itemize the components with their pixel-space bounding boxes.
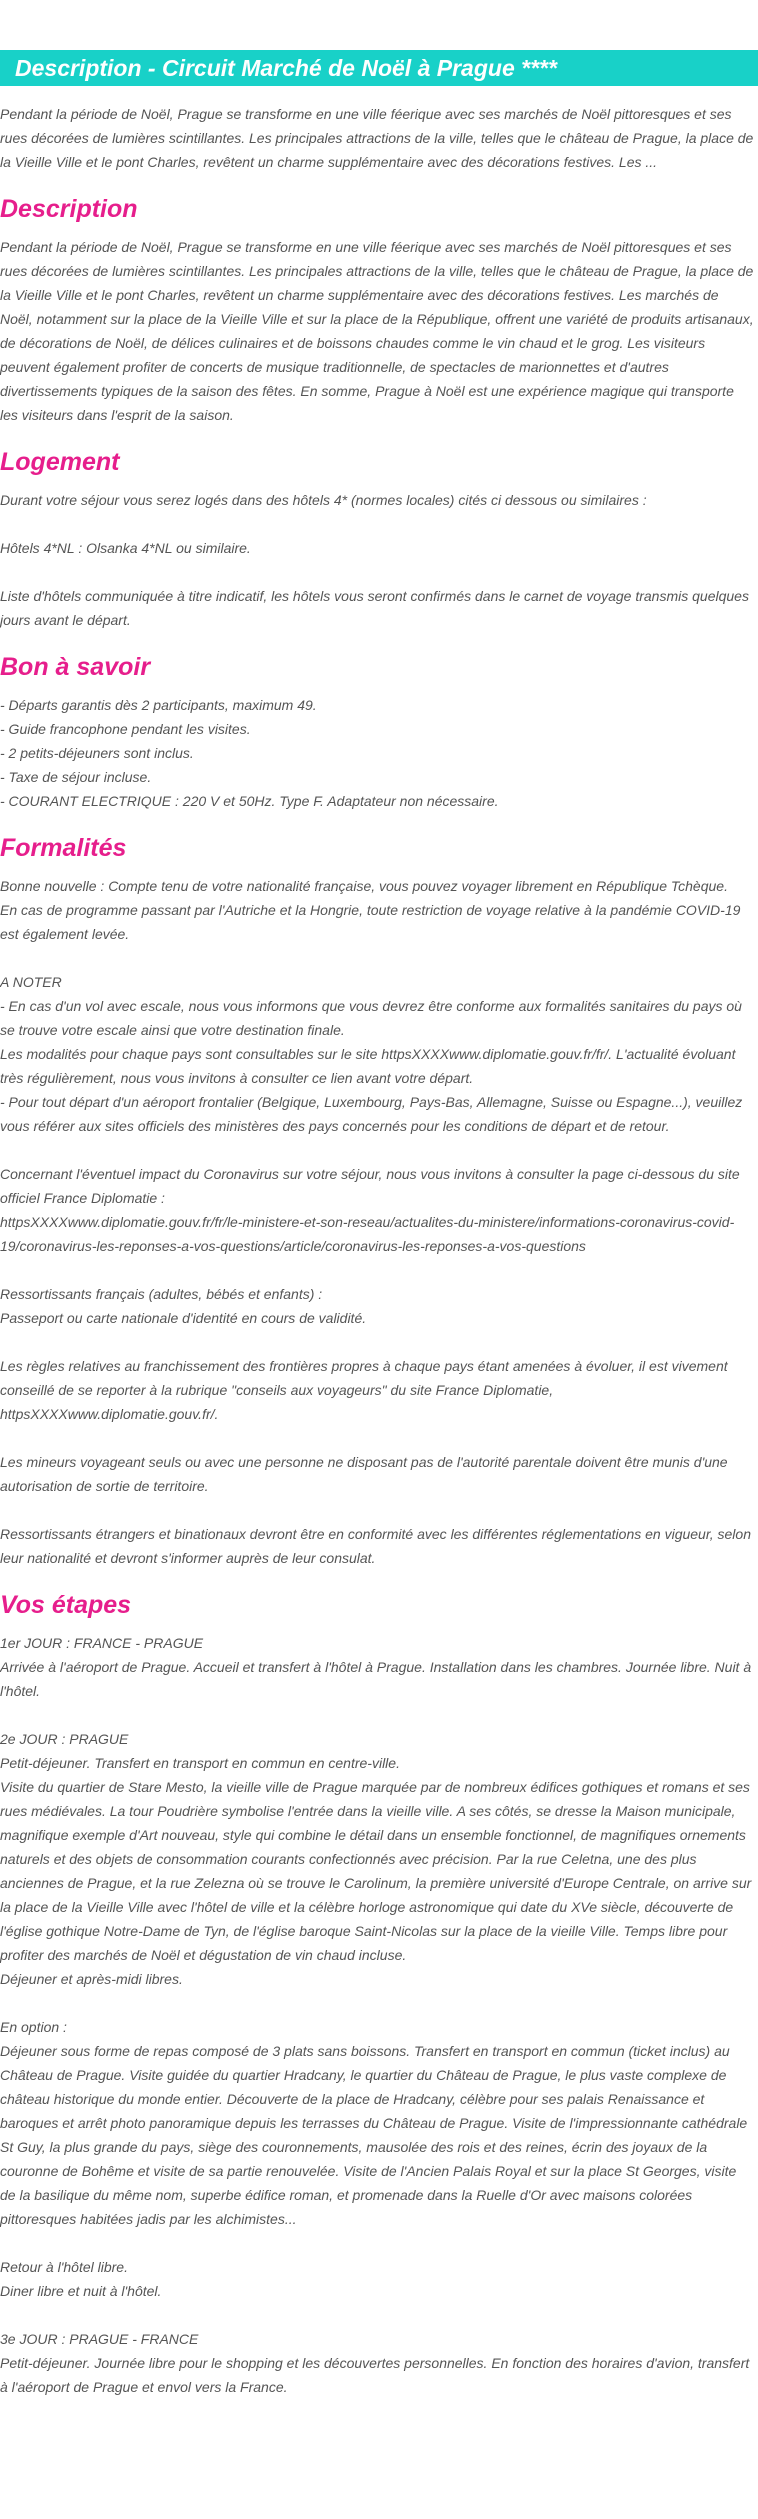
list-item: - Taxe de séjour incluse. bbox=[0, 769, 152, 785]
formalites-text-6: Les mineurs voyageant seuls ou avec une personne ne disposant pas de l'autorité parentale doivent être munis d'une autorisation de sortie de territoire. bbox=[0, 1454, 728, 1494]
formalites-text-1: Bonne nouvelle : Compte tenu de votre nationalité française, vous pouvez voyager librement en République Tchèque. En cas de programme passant par l'Autriche et la Hongrie, toute restriction de voyage relative à la pandémie COVID-19 est également levée. bbox=[0, 878, 741, 942]
formalites-text-2: A NOTER - En cas d'un vol avec escale, nous vous informons que vous devrez être conforme aux formalités sanitaires du pays où se trouve votre escale ainsi que votre destination finale. Les modalités pour chaque pays sont consultables sur le site httpsXXXXwww.diplomatie.gouv.fr/fr/. L'actualité évoluant très régulièrement, nous vous invitons à consulter ce lien avant votre départ. - Pour tout départ d'un aéroport frontalier (Belgique, Luxembourg, Pays-Bas, Allemagne, Suisse ou Espagne...), veuillez vous référer aux sites officiels des ministères des pays concernés pour les conditions de départ et de retour. bbox=[0, 974, 743, 1134]
section-title-etapes: Vos étapes bbox=[0, 1591, 132, 1619]
formalites-text-3: Concernant l'éventuel impact du Coronavirus sur votre séjour, nous vous invitons à consulter la page ci-dessous du site officiel France Diplomatie : httpsXXXXwww.diplomatie.gouv.fr/fr/le-ministere-et-son-reseau/actualites-du-ministere/informations-coronavirus-covid-19/coronavirus-les-reponses-a-vos-questions/article/coronavirus-les-reponses-a-vos-questions bbox=[0, 1166, 740, 1254]
intro-text: Pendant la période de Noël, Prague se transforme en une ville féerique avec ses marchés de Noël pittoresques et ses rues décorées de lumières scintillantes. Les principales attractions de la ville, telles que le château de Prague, la place de la Vieille Ville et le pont Charles, revêtent un charme supplémentaire avec des décorations festives. Les ... bbox=[0, 106, 754, 170]
logement-text-3: Liste d'hôtels communiquée à titre indicatif, les hôtels vous seront confirmés dans le carnet de voyage transmis quelques jours avant le départ. bbox=[0, 588, 749, 628]
etape-day-3: 3e JOUR : PRAGUE - FRANCE Petit-déjeuner. Journée libre pour le shopping et les découvertes personnelles. En fonction des horaires d'avion, transfert à l'aéroport de Prague et envol vers la France. bbox=[0, 2331, 750, 2395]
section-title-bon-a-savoir: Bon à savoir bbox=[0, 653, 151, 681]
list-item: - 2 petits-déjeuners sont inclus. bbox=[0, 745, 194, 761]
formalites-text-7: Ressortissants étrangers et binationaux devront être en conformité avec les différentes réglementations en vigueur, selon leur nationalité et devront s'informer auprès de leur consulat. bbox=[0, 1526, 751, 1566]
section-title-description: Description bbox=[0, 195, 138, 223]
main-content bbox=[0, 102, 758, 2399]
section-title-formalites: Formalités bbox=[0, 834, 127, 862]
etape-retour: Retour à l'hôtel libre. Diner libre et nuit à l'hôtel. bbox=[0, 2259, 162, 2299]
page-title: Description - Circuit Marché de Noël à Prague **** bbox=[15, 55, 557, 81]
etape-option: En option : Déjeuner sous forme de repas composé de 3 plats sans boissons. Transfert en transport en commun (ticket inclus) au Château de Prague. Visite guidée du quartier Hradcany, le quartier du Château de Prague, le plus vaste complexe de château historique du monde entier. Découverte de la place de Hradcany, célèbre pour ses palais Renaissance et baroques et arrêt photo panoramique depuis les terrasses du Château de Prague. Visite de l'impressionnante cathédrale St Guy, la plus grande du pays, siège des couronnements, mausolée des rois et des reines, écrin des joyaux de la couronne de Bohême et visite de sa partie renouvelée. Visite de l'Ancien Palais Royal et sur la place St Georges, visite de la basilique du même nom, superbe édifice roman, et promenade dans la Ruelle d'Or avec maisons colorées pittoresques habitées jadis par les alchimistes... bbox=[0, 2019, 748, 2227]
logement-text-1: Durant votre séjour vous serez logés dans des hôtels 4* (normes locales) cités ci dessous ou similaires : bbox=[0, 492, 647, 508]
title-banner bbox=[0, 50, 758, 86]
list-item: - Guide francophone pendant les visites. bbox=[0, 721, 251, 737]
section-title-logement: Logement bbox=[0, 448, 120, 476]
description-text: Pendant la période de Noël, Prague se transforme en une ville féerique avec ses marchés de Noël pittoresques et ses rues décorées de lumières scintillantes. Les principales attractions de la ville, telles que le château de Prague, la place de la Vieille Ville et le pont Charles, revêtent un charme supplémentaire avec des décorations festives. Les marchés de Noël, notamment sur la place de la Vieille Ville et sur la place de la République, offrent une variété de produits artisanaux, de décorations de Noël, de délices culinaires et de boissons chaudes comme le vin chaud et le grog. Les visiteurs peuvent également profiter de concerts de musique traditionnelle, de spectacles de marionnettes et d'autres divertissements typiques de la saison des fêtes. En somme, Prague à Noël est une expérience magique qui transporte les visiteurs dans l'esprit de la saison. bbox=[0, 239, 754, 423]
etape-day-2: 2e JOUR : PRAGUE Petit-déjeuner. Transfert en transport en commun en centre-ville. Visite du quartier de Stare Mesto, la vieille ville de Prague marquée par de nombreux édifices gothiques et romans et ses rues médiévales. La tour Poudrière symbolise l'entrée dans la vieille ville. A ses côtés, se dresse la Maison municipale, magnifique exemple d'Art nouveau, style qui combine le détail dans un ensemble fonctionnel, de magnifiques ornements naturels et des objets de consommation courants confectionnés avec précision. Par la rue Celetna, une des plus anciennes de Prague, et la rue Zelezna où se trouve le Carolinum, la première université d'Europe Centrale, on arrive sur la place de la Vieille Ville avec l'hôtel de ville et la célèbre horloge astronomique qui date du XVe siècle, découverte de l'église gothique Notre-Dame de Tyn, de l'église baroque Saint-Nicolas sur la place de la vieille Ville. Temps libre pour profiter des marchés de Noël et dégustation de vin chaud incluse. Déjeuner et après-midi libres. bbox=[0, 1731, 752, 1987]
formalites-text-4: Ressortissants français (adultes, bébés et enfants) : Passeport ou carte nationale d'identité en cours de validité. bbox=[0, 1286, 367, 1326]
logement-text-2: Hôtels 4*NL : Olsanka 4*NL ou similaire. bbox=[0, 540, 251, 556]
list-item: - Départs garantis dès 2 participants, maximum 49. bbox=[0, 697, 317, 713]
list-item: - COURANT ELECTRIQUE : 220 V et 50Hz. Type F. Adaptateur non nécessaire. bbox=[0, 793, 499, 809]
etape-day-1: 1er JOUR : FRANCE - PRAGUE Arrivée à l'aéroport de Prague. Accueil et transfert à l'hôtel à Prague. Installation dans les chambres. Journée libre. Nuit à l'hôtel. bbox=[0, 1635, 752, 1699]
formalites-text-5: Les règles relatives au franchissement des frontières propres à chaque pays étant amenées à évoluer, il est vivement conseillé de se reporter à la rubrique "conseils aux voyageurs" du site France Diplomatie, httpsXXXXwww.diplomatie.gouv.fr/. bbox=[0, 1358, 728, 1422]
